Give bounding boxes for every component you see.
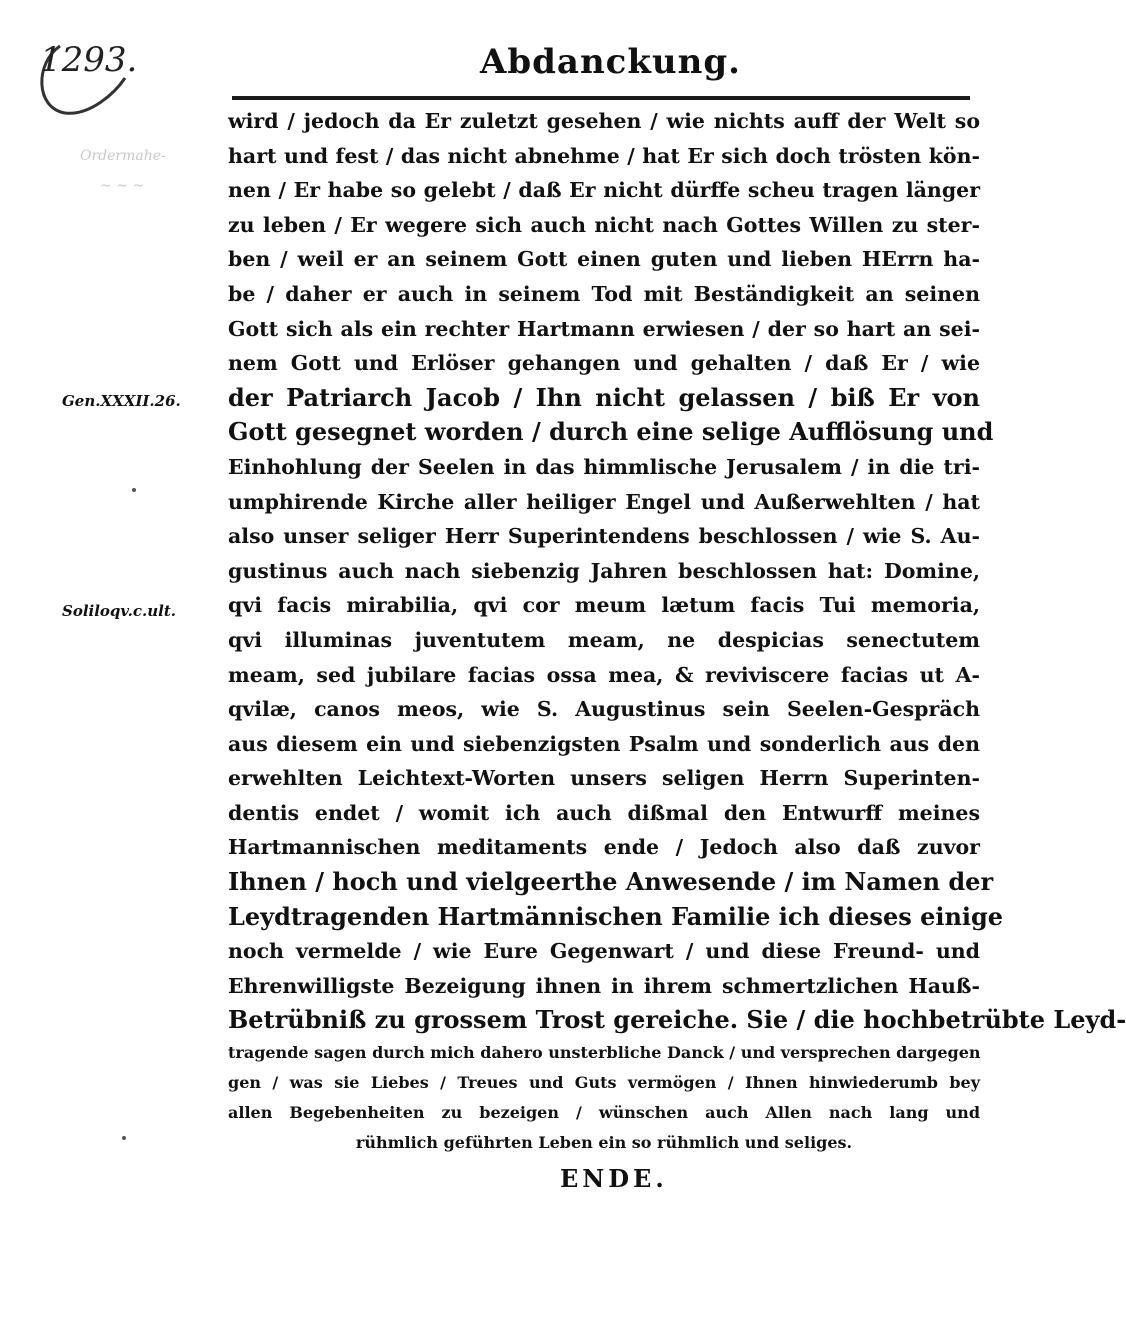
text-line: rühmlich geführten Leben ein so rühmlich und seliges. <box>355 1133 853 1153</box>
text-line: be / daher er auch in seinem Tod mit Beständigkeit an seinen <box>228 281 980 306</box>
text-line: aus diesem ein und siebenzigsten Psalm und sonderlich aus den <box>228 731 980 756</box>
text-line: Einhohlung der Seelen in das himmlische Jerusalem / in die tri- <box>228 454 980 479</box>
text-line: wird / jedoch da Er zuletzt gesehen / wie nichts auff der Welt so <box>228 109 980 133</box>
text-line: umphirende Kirche aller heiliger Engel und Außerwehlten / hat <box>228 489 980 514</box>
header-rule <box>232 96 970 100</box>
text-line: Ehrenwilligste Bezeigung ihnen in ihrem schmertzlichen Hauß- <box>228 973 980 998</box>
text-line: tragende sagen durch mich dahero unsterbliche Danck / und versprechen dargegen <box>228 1043 981 1063</box>
text-line: meam, sed jubilare facias ossa mea, & reviviscere facias ut A- <box>228 662 980 687</box>
text-line: noch vermelde / wie Eure Gegenwart / und diese Freund- und <box>228 939 980 964</box>
text-line: also unser seliger Herr Superintendens beschlossen / wie S. Au- <box>228 524 980 549</box>
running-header: Abdanckung. <box>480 42 741 82</box>
text-line: Ihnen / hoch und vielgeerthe Anwesende / im Namen der <box>228 867 994 897</box>
text-line: qvi illuminas juventutem meam, ne despicias senectutem <box>228 627 980 652</box>
bleed-through-text: ~ ~ ~ <box>100 178 145 194</box>
text-line: hart und fest / das nicht abnehme / hat Er sich doch trösten kön- <box>228 143 980 168</box>
text-line: der Patriarch Jacob / Ihn nicht gelassen / biß Er von <box>228 382 980 412</box>
text-line: Gott gesegnet worden / durch eine selige Aufflösung und <box>228 417 994 447</box>
text-line: Leydtragenden Hartmännischen Familie ich dieses einige <box>228 901 1004 931</box>
text-line: allen Begebenheiten zu bezeigen / wünschen auch Allen nach lang und <box>228 1103 980 1123</box>
margin-note-genesis: Gen.XXXII.26. <box>62 392 181 410</box>
text-line: nen / Er habe so gelebt / daß Er nicht dürffe scheu tragen länger <box>228 178 980 203</box>
body-text <box>228 104 1126 1158</box>
text-line: dentis endet / womit ich auch dißmal den Entwurff meines <box>228 800 980 825</box>
ink-speck <box>132 488 136 492</box>
bleed-through-text: Ordermahe- <box>80 148 166 164</box>
text-line: nem Gott und Erlöser gehangen und gehalten / daß Er / wie <box>228 351 980 376</box>
text-line: erwehlten Leichtext-Worten unsers seligen Herrn Superinten- <box>228 766 980 791</box>
text-line: gustinus auch nach siebenzig Jahren beschlossen hat: Domine, <box>228 558 980 583</box>
text-line: qvi facis mirabilia, qvi cor meum lætum facis Tui memoria, <box>228 593 980 618</box>
text-line: Hartmannischen meditaments ende / Jedoch also daß zuvor <box>228 835 980 860</box>
text-line: Gott sich als ein rechter Hartmann erwiesen / der so hart an sei- <box>228 316 980 341</box>
margin-note-soliloquy: Soliloqv.c.ult. <box>62 602 176 620</box>
text-line: qvilæ, canos meos, wie S. Augustinus sein Seelen-Gespräch <box>228 697 980 722</box>
ink-speck <box>122 1136 126 1140</box>
text-line: gen / was sie Liebes / Treues und Guts vermögen / Ihnen hinwiederumb bey <box>228 1073 980 1093</box>
text-line: ben / weil er an seinem Gott einen guten und lieben HErrn ha- <box>228 247 980 272</box>
text-line: Betrübniß zu grossem Trost gereiche. Sie / die hochbetrübte Leyd- <box>228 1005 1126 1035</box>
folio-number: 1293. <box>40 40 138 80</box>
finis-mark: ENDE. <box>560 1164 668 1193</box>
text-line: zu leben / Er wegere sich auch nicht nach Gottes Willen zu ster- <box>228 212 980 237</box>
